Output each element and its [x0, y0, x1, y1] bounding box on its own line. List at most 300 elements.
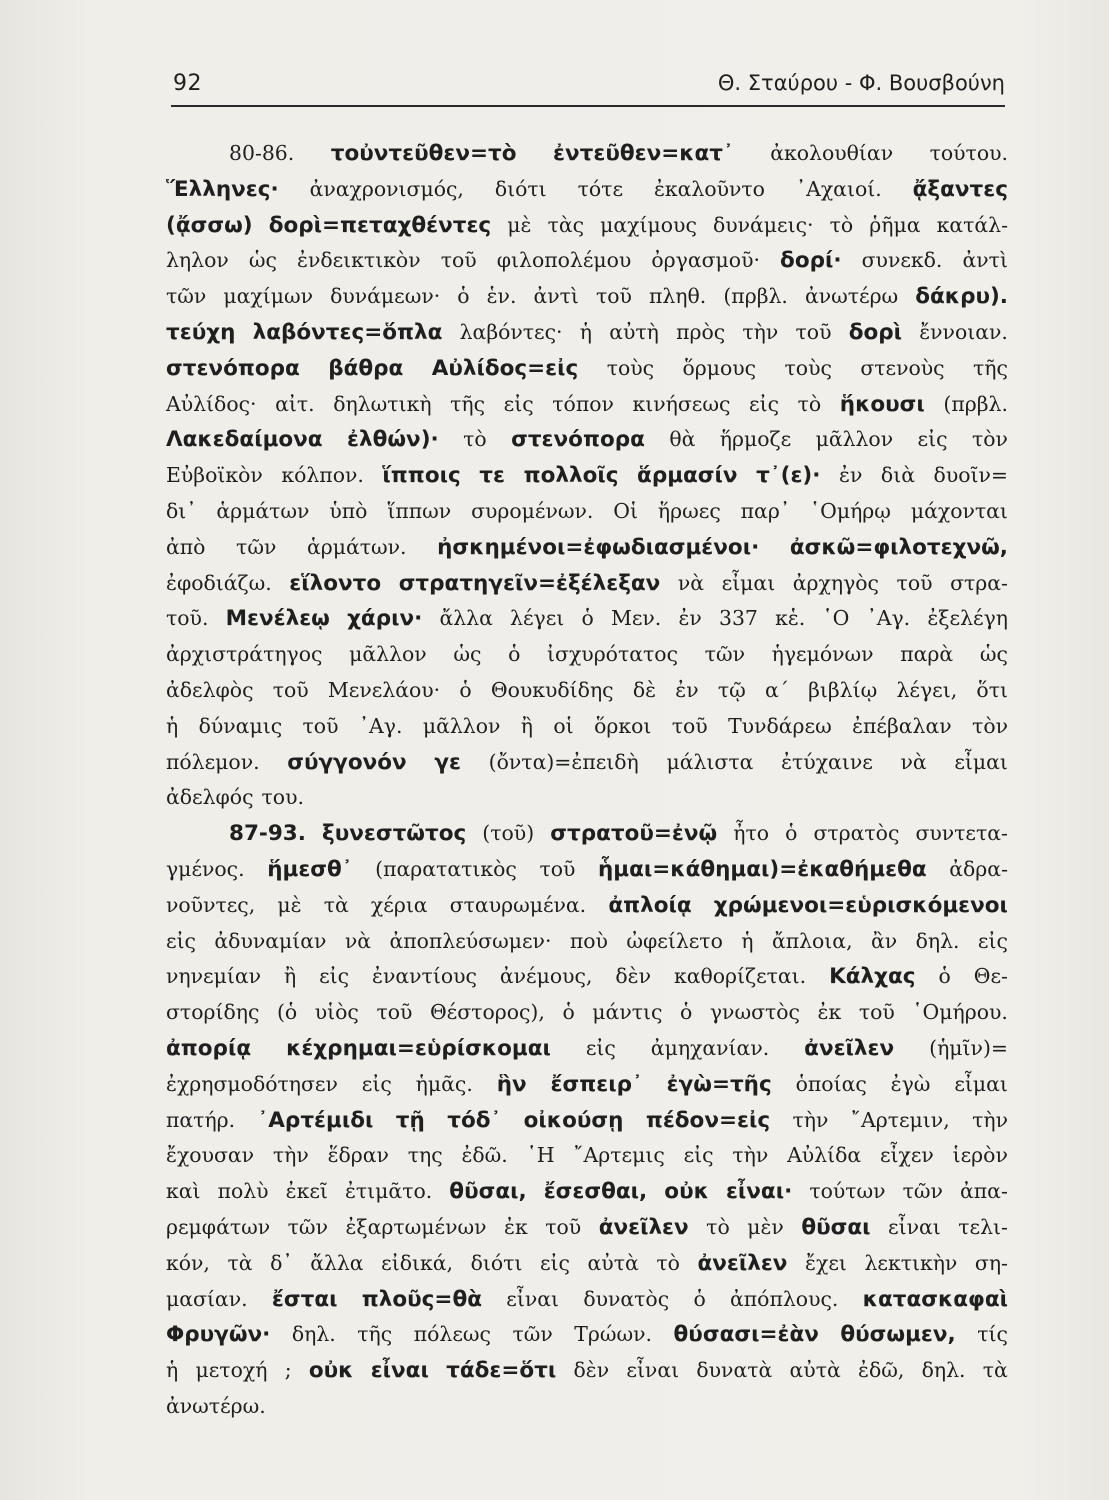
gloss-word: του. — [261, 785, 304, 810]
gloss-word: εἶναι — [888, 1214, 941, 1239]
gloss-word: τὸ — [797, 391, 822, 416]
gloss-word: ὁ — [457, 284, 470, 309]
gloss-word: ἐνδεικτικὸν — [297, 248, 421, 273]
gloss-word: ἔννοιαν. — [919, 319, 1008, 344]
gloss-word: λαβόντες· — [459, 319, 563, 344]
gloss-word: ὡς — [453, 642, 482, 667]
gloss-word: Μενελάου· — [327, 677, 441, 702]
gloss-word: τῶν — [287, 1214, 328, 1239]
gloss-word: ἐτιμᾶτο. — [344, 1179, 433, 1204]
gloss-word: τὸν — [972, 713, 1008, 738]
gloss-word: μάλιστα — [666, 749, 754, 774]
gloss-word: δυοῖν= — [933, 463, 1008, 488]
gloss-word: τὴν — [972, 1107, 1008, 1132]
lemma-word: ἔσπειρ᾽ — [550, 1071, 643, 1097]
gloss-word: μάχονται — [910, 498, 1008, 523]
gloss-word: ὑπὸ — [329, 498, 368, 523]
lemma-word: ἣν — [496, 1071, 527, 1097]
gloss-word: εἰς — [683, 1143, 714, 1168]
gloss-word: ἢ — [283, 964, 297, 989]
gloss-word: τὰ — [982, 1358, 1008, 1383]
lemma-word: Αὐλίδος=εἰς — [431, 355, 579, 381]
lemma-word: χάριν· — [347, 606, 423, 632]
text-line — [166, 1067, 1008, 1103]
gloss-word: δηλ. — [291, 1322, 336, 1347]
gloss-word: ἀνωτέρω. — [166, 1393, 266, 1418]
lemma-word: οὐκ — [308, 1358, 354, 1384]
lemma-word: ἔσται — [271, 1286, 338, 1312]
lemma-word: δορί· — [780, 248, 842, 274]
gloss-word: τίς — [977, 1322, 1008, 1347]
gloss-word: Τρώων. — [574, 1322, 653, 1347]
text-line — [166, 208, 1008, 244]
gloss-word: κἑ. — [775, 606, 806, 631]
lemma-word: ἀνεῖλεν — [598, 1214, 689, 1240]
gloss-word: τὴν — [272, 1143, 309, 1168]
gloss-word: δηλ. — [915, 928, 960, 953]
lemma-word: ἐντεῦθεν=κατ᾽ — [553, 141, 734, 166]
gloss-word: εἰς — [977, 928, 1008, 953]
gloss-word: ση- — [974, 1250, 1008, 1275]
gloss-word: εἰς — [166, 928, 196, 953]
gloss-word: τοῦ — [440, 248, 477, 273]
gloss-word: εἰς — [361, 1071, 392, 1096]
lemma-word: θῦσαι, — [449, 1179, 527, 1205]
gloss-word: φιλοπολέμου — [496, 248, 632, 273]
gloss-word: διότι — [494, 176, 547, 201]
gloss-word: (τοῦ) — [482, 821, 535, 846]
lemma-word: τάδε=ὅτι — [446, 1358, 557, 1384]
gloss-word: ὅρκοι — [594, 713, 652, 738]
gloss-word: τοῦ — [671, 713, 708, 738]
gloss-word: μᾶλλον — [349, 642, 427, 667]
gloss-word: ὡς — [248, 248, 277, 273]
gloss-word: ἐκ — [504, 1214, 528, 1239]
gloss-word: νὰ — [677, 570, 705, 595]
lemma-word: ἵπποις — [382, 463, 461, 489]
gloss-word: τῶν — [704, 642, 745, 667]
gloss-word: ἔχει — [805, 1250, 847, 1275]
gloss-word: ἐξελέγη — [927, 606, 1008, 631]
gloss-word: ἀποπλεύσωμεν· — [389, 928, 552, 953]
lemma-word: στρατοῦ=ἐνῷ — [550, 821, 718, 847]
gloss-word: ὡς — [979, 642, 1008, 667]
gloss-word: ρεμφάτων — [166, 1214, 271, 1239]
gloss-word: ἀδελφός — [166, 785, 254, 810]
gloss-word: στορίδης — [166, 1000, 260, 1025]
gloss-word: εἰς — [539, 1250, 570, 1275]
gloss-word: ἐκεῖ — [285, 1179, 328, 1204]
gloss-word: ἐν — [678, 606, 702, 631]
gloss-word: τὴν — [792, 1107, 829, 1132]
lemma-word: Κάλχας — [829, 964, 916, 990]
gloss-word: ἀναχρονισμός, — [309, 176, 464, 201]
gloss-word: λέγει, — [896, 677, 958, 702]
gloss-word: ὁ — [508, 642, 521, 667]
gloss-word: συρομένων. — [471, 498, 594, 523]
gloss-word: Οἱ — [613, 498, 639, 523]
gloss-word: πολὺ — [217, 1179, 269, 1204]
text-line — [166, 816, 1008, 852]
gloss-word: ἐξαρτωμένων — [345, 1214, 487, 1239]
text-line — [166, 745, 1008, 781]
gloss-word: ἡμᾶς. — [415, 1071, 473, 1096]
gloss-word: τοὺς — [784, 355, 832, 380]
text-line — [166, 351, 1008, 387]
lemma-word: ᾽Αρτέμιδι — [257, 1107, 374, 1133]
lemma-word: ἀπορίᾳ — [166, 1035, 252, 1061]
gloss-word: τὸ — [829, 212, 854, 237]
gloss-word: ὁ — [459, 677, 472, 702]
gloss-word: ἐτύχαινε — [781, 749, 873, 774]
gloss-word: ἐκ — [817, 1000, 842, 1025]
gloss-word: ληλον — [166, 248, 229, 273]
text-line — [166, 1282, 1008, 1318]
gloss-word: τοῦ — [545, 1214, 582, 1239]
lemma-word: ἀπλοίᾳ — [608, 892, 692, 918]
lemma-word: (ᾄσσω) — [166, 212, 253, 238]
gloss-word: ἀπὸ — [166, 534, 206, 559]
lemma-word: πλοῦς=θὰ — [361, 1286, 482, 1312]
gloss-word: ὅτι — [976, 677, 1008, 702]
gloss-word: τὸν — [971, 427, 1008, 452]
gloss-word: ἡ — [166, 713, 179, 738]
gloss-word: ὠφείλετο — [626, 928, 723, 953]
gloss-word: κόν, — [166, 1250, 210, 1275]
gloss-word: ἀκολουθίαν — [770, 141, 894, 165]
gloss-word: ἀμηχανίαν. — [650, 1035, 770, 1060]
text-line — [166, 1210, 1008, 1246]
gloss-word: δυνάμεων· — [330, 284, 441, 309]
gloss-word: της — [407, 1143, 443, 1168]
gloss-word: ῎Αρτεμιν, — [850, 1107, 950, 1132]
lemma-word: ἀσκῶ=φιλοτεχνῶ, — [789, 534, 1008, 560]
lemma-word: ἥκουσι — [839, 391, 925, 417]
gloss-word: δι᾽ — [166, 498, 197, 523]
lemma-word: θύσασι=ἐὰν — [673, 1322, 819, 1348]
gloss-word: παρὰ — [900, 642, 954, 667]
gloss-word: μὲ — [507, 212, 532, 237]
gloss-word: τῷ — [717, 677, 746, 702]
gloss-word: ὁ — [693, 1286, 706, 1311]
text-line — [166, 279, 1008, 315]
gloss-word: ὀργασμοῦ· — [651, 248, 760, 273]
gloss-word: εἶμαι — [954, 749, 1008, 774]
lemma-word: Φρυγῶν· — [166, 1322, 271, 1348]
gloss-word: ἑν. — [486, 284, 517, 309]
gloss-word: λεκτικὴν — [864, 1250, 958, 1275]
text-line — [166, 888, 1008, 924]
gloss-word: Θε- — [973, 964, 1008, 989]
lemma-word: εἶναι — [370, 1358, 429, 1384]
gloss-word: εἰς — [917, 427, 948, 452]
gloss-word: ἀντὶ — [962, 248, 1008, 273]
gloss-word: καὶ — [166, 1179, 201, 1204]
gloss-word: ὁ — [680, 1000, 693, 1025]
gloss-word: μὲ — [277, 892, 302, 917]
lemma-word: ἅρμασίν — [637, 463, 738, 489]
lemma-word: λαβόντες=ὅπλα — [252, 319, 443, 345]
gloss-word: πατήρ. — [166, 1107, 236, 1132]
gloss-word: Εὐβοϊκὸν — [166, 463, 263, 488]
lemma-word: γε — [434, 749, 461, 775]
gloss-word: χέρια — [370, 892, 428, 917]
gloss-word: σταυρωμένα. — [449, 892, 587, 917]
text-line — [166, 709, 1008, 745]
gloss-word: δύναμις — [198, 713, 283, 738]
gloss-word: ἰσχυρότατος — [547, 642, 678, 667]
gloss-word: ῎Αρτεμις — [573, 1143, 665, 1168]
gloss-word: εἰς — [585, 1035, 616, 1060]
lemma-word: θύσωμεν, — [840, 1322, 956, 1348]
text-line — [166, 387, 1008, 423]
text-line — [166, 1174, 1008, 1210]
gloss-word: δὲν — [573, 1358, 610, 1383]
lemma-word: ἔσεσθαι, — [543, 1179, 648, 1205]
gloss-word: τοῦ — [595, 284, 632, 309]
text-line — [166, 315, 1008, 351]
gloss-word: δ᾽ — [270, 1250, 293, 1275]
text-line — [166, 243, 1008, 279]
gloss-word: τελι- — [958, 1214, 1008, 1239]
gloss-word: ἐφοδιάζω. — [166, 570, 272, 595]
lemma-word: οἰκούσῃ — [523, 1107, 624, 1133]
text-line — [166, 1103, 1008, 1139]
gloss-word: τούτου. — [929, 141, 1008, 165]
lemma-word: κέχρημαι=εὑρίσκομαι — [286, 1035, 551, 1061]
text-line — [166, 1246, 1008, 1282]
gloss-word: τῆς — [450, 391, 486, 416]
gloss-word: Τυνδάρεω — [728, 713, 832, 738]
lemma-word: ᾄξαντες — [912, 176, 1008, 202]
gloss-word: τὸ — [656, 1250, 680, 1275]
gloss-word: ἥρμοζε — [719, 427, 792, 452]
gloss-word: (πρβλ. — [943, 391, 1008, 416]
gloss-word: ; — [284, 1358, 292, 1383]
gloss-word: ἡ — [579, 319, 592, 344]
gloss-word: τότε — [577, 176, 624, 201]
gloss-word: ὁποίας — [795, 1071, 867, 1096]
lemma-word: ἧμαι=κάθημαι)=ἐκαθήμεθα — [598, 856, 927, 882]
gloss-word: ἐδῶ, — [858, 1358, 905, 1383]
text-line — [166, 637, 1008, 673]
lemma-word: σύγγονόν — [287, 749, 407, 775]
gloss-word: ἦτο — [733, 821, 770, 846]
gloss-word: τὰς — [547, 212, 585, 237]
gloss-word: καθορίζεται. — [673, 964, 807, 989]
gloss-word: ἐκαλοῦντο — [653, 176, 765, 201]
gloss-word: ὁ — [562, 1000, 575, 1025]
gloss-word: δὲ — [632, 677, 657, 702]
lemma-word: δάκρυ). — [915, 284, 1008, 310]
gloss-word: μὲν — [747, 1214, 784, 1239]
gloss-word: τῆς — [357, 1322, 393, 1347]
lemma-word: οὐκ — [664, 1179, 709, 1205]
lemma-word: ἀνεῖλεν — [804, 1035, 895, 1061]
gloss-word: τὸ — [706, 1214, 730, 1239]
gloss-word: τοῦ — [302, 713, 339, 738]
gloss-word: ἐπέβαλαν — [852, 713, 952, 738]
gloss-word: ᾽Αχαιοί. — [795, 176, 882, 201]
lemma-word: τεύχη — [166, 319, 236, 345]
gloss-word: ἱερὸν — [952, 1143, 1008, 1168]
lemma-word: εἶναι· — [725, 1179, 793, 1205]
text-line — [166, 601, 1008, 637]
gloss-word: ὁ — [938, 964, 951, 989]
gloss-word: ἵππων — [387, 498, 452, 523]
gloss-word: διότι — [470, 1250, 523, 1275]
gloss-word: δυνατὰ — [696, 1358, 773, 1383]
gloss-word: ἐν — [839, 463, 863, 488]
gloss-word: ἀπόπλους. — [730, 1286, 839, 1311]
gloss-word: μετοχή — [195, 1358, 268, 1383]
gloss-word: μᾶλλον — [422, 713, 501, 738]
gloss-word: δηλωτικὴ — [333, 391, 432, 416]
gloss-word: κόλπον. — [281, 463, 364, 488]
gloss-word: βιβλίῳ — [808, 677, 878, 702]
gloss-word: Θέστορος), — [429, 1000, 545, 1025]
gloss-word: κινήσεως — [632, 391, 731, 416]
text-line — [166, 458, 1008, 494]
gloss-word: (παρατατικὸς — [375, 856, 517, 881]
header-rule — [171, 105, 1005, 107]
gloss-word: τοῦ — [858, 1000, 895, 1025]
gloss-word: τῶν — [166, 284, 207, 309]
lemma-word: στενόπορα — [511, 427, 645, 453]
gloss-word: εἶμαι — [954, 1071, 1008, 1096]
gloss-word: τοῦ — [896, 570, 933, 595]
lemma-word: ἐγὼ=τῆς — [666, 1071, 772, 1097]
lemma-word: πολλοῖς — [523, 463, 619, 489]
lemma-word: στρατηγεῖν=ἐξέλεξαν — [398, 570, 661, 596]
text-line — [166, 494, 1008, 530]
gloss-word: κατάλ- — [936, 212, 1008, 237]
gloss-word: ᾽Αγ. — [866, 606, 911, 631]
lemma-word: στενόπορα — [166, 355, 300, 381]
lemma-word: εἵλοντο — [289, 570, 382, 596]
gloss-word: νὰ — [344, 928, 372, 953]
gloss-word: Αὐλίδος· — [166, 391, 257, 416]
gloss-word: ἐν — [675, 677, 699, 702]
lemma-word: ξυνεστῶτος — [322, 821, 467, 847]
gloss-word: (πρβλ. — [723, 284, 788, 309]
gloss-word: ἀδελφὸς — [166, 677, 254, 702]
text-line — [166, 566, 1008, 602]
gloss-word: ἀδυναμίαν — [214, 928, 327, 953]
gloss-word: ἐχρησμοδότησεν — [166, 1071, 338, 1096]
text-line — [166, 1353, 1008, 1389]
gloss-word: Αὐλίδα — [787, 1143, 862, 1168]
gloss-word: υἱὸς — [314, 1000, 359, 1025]
gloss-word: ῥῆμα — [869, 212, 921, 237]
gloss-word: αὐτὴ — [609, 319, 659, 344]
gloss-word: ἀρχηγὸς — [792, 570, 879, 595]
gloss-word: ἀπα- — [960, 1179, 1008, 1204]
gloss-word: ἀντὶ — [533, 284, 579, 309]
gloss-word: ἡγεμόνων — [771, 642, 874, 667]
gloss-word: ἄπλοια, — [771, 928, 853, 953]
text-line — [166, 1317, 1008, 1353]
gloss-word: αἰτ. — [275, 391, 315, 416]
gloss-word: ῾Ομήρου. — [912, 1000, 1008, 1025]
gloss-word: ἀδρα- — [949, 856, 1008, 881]
gloss-word: πόλεμον. — [166, 749, 260, 774]
gloss-word: ποὺ — [569, 928, 608, 953]
gloss-word: (ἡμῖν)= — [929, 1035, 1008, 1060]
lemma-word: ἥμεσθ᾽ — [267, 856, 353, 882]
gloss-word: τῶν — [902, 1179, 943, 1204]
gloss-word: παρ᾽ — [740, 498, 791, 523]
gloss-word: ἁρμάτων. — [306, 534, 407, 559]
gloss-word: πληθ. — [648, 284, 707, 309]
gloss-word: μᾶλλον — [815, 427, 894, 452]
gloss-word: πρὸς — [676, 319, 726, 344]
commentary-text — [166, 136, 1008, 1425]
gloss-word: ἢ — [520, 713, 533, 738]
gloss-word: ῾Η — [526, 1143, 555, 1168]
text-line — [166, 780, 1008, 816]
gloss-word: στρατὸς — [813, 821, 900, 846]
text-line — [166, 1138, 1008, 1174]
gloss-word: Θουκυδίδης — [490, 677, 614, 702]
lemma-word: τ᾽(ε)· — [756, 463, 821, 489]
gloss-word: δυνάμεις· — [712, 212, 814, 237]
lemma-word: πέδον=εἰς — [645, 1107, 771, 1133]
gloss-word: ἐγὼ — [890, 1071, 931, 1096]
gloss-word: δὲν — [615, 964, 652, 989]
gloss-word: ῾Ομήρῳ — [809, 498, 891, 523]
gloss-word: αὐτὰ — [587, 1250, 639, 1275]
gloss-word: ἐναντίους — [372, 964, 477, 989]
gloss-word: 337 — [718, 606, 758, 631]
gloss-word: τοῦ — [272, 677, 309, 702]
gloss-word: ᾽Αγ. — [358, 713, 403, 738]
gloss-word: εἰς — [503, 391, 534, 416]
lemma-word: Λακεδαίμονα — [166, 427, 323, 453]
gloss-word: αὐτὰ — [789, 1358, 841, 1383]
gloss-word: Μεν. — [610, 606, 662, 631]
gloss-word: συνεκδ. — [861, 248, 943, 273]
text-line — [166, 1031, 1008, 1067]
gloss-word: οἱ — [553, 713, 574, 738]
gloss-word: γμένος. — [166, 856, 245, 881]
text-line — [166, 1389, 1008, 1425]
gloss-word: τὰ — [227, 1250, 253, 1275]
gloss-word: ὁ — [581, 606, 594, 631]
gloss-word: ἀρχιστράτηγος — [166, 642, 323, 667]
gloss-word: ἥρωες — [657, 498, 721, 523]
gloss-word: α΄ — [764, 677, 789, 702]
gloss-word: ὁ — [785, 821, 798, 846]
lemma-word: 87-93. — [229, 821, 306, 847]
lemma-word: δορὶ — [848, 319, 902, 345]
page-number: 92 — [173, 71, 202, 96]
text-line — [166, 136, 1008, 172]
gloss-word: εἰδικά, — [381, 1250, 453, 1275]
gloss-word: τὸ — [463, 427, 487, 452]
gloss-word: εἶμαι — [721, 570, 776, 595]
gloss-word: τῆς — [973, 355, 1008, 380]
text-line — [166, 673, 1008, 709]
text-line — [166, 995, 1008, 1031]
gloss-word: ἔχουσαν — [166, 1143, 255, 1168]
gloss-word: μασίαν. — [166, 1286, 248, 1311]
text-line — [166, 422, 1008, 458]
lemma-word: ἐλθών)· — [347, 427, 439, 453]
lemma-word: χρώμενοι=εὑρισκόμενοι — [713, 892, 1008, 918]
lemma-word: ἠσκημένοι=ἐφωδιασμένοι· — [437, 534, 760, 560]
text-line — [166, 172, 1008, 208]
